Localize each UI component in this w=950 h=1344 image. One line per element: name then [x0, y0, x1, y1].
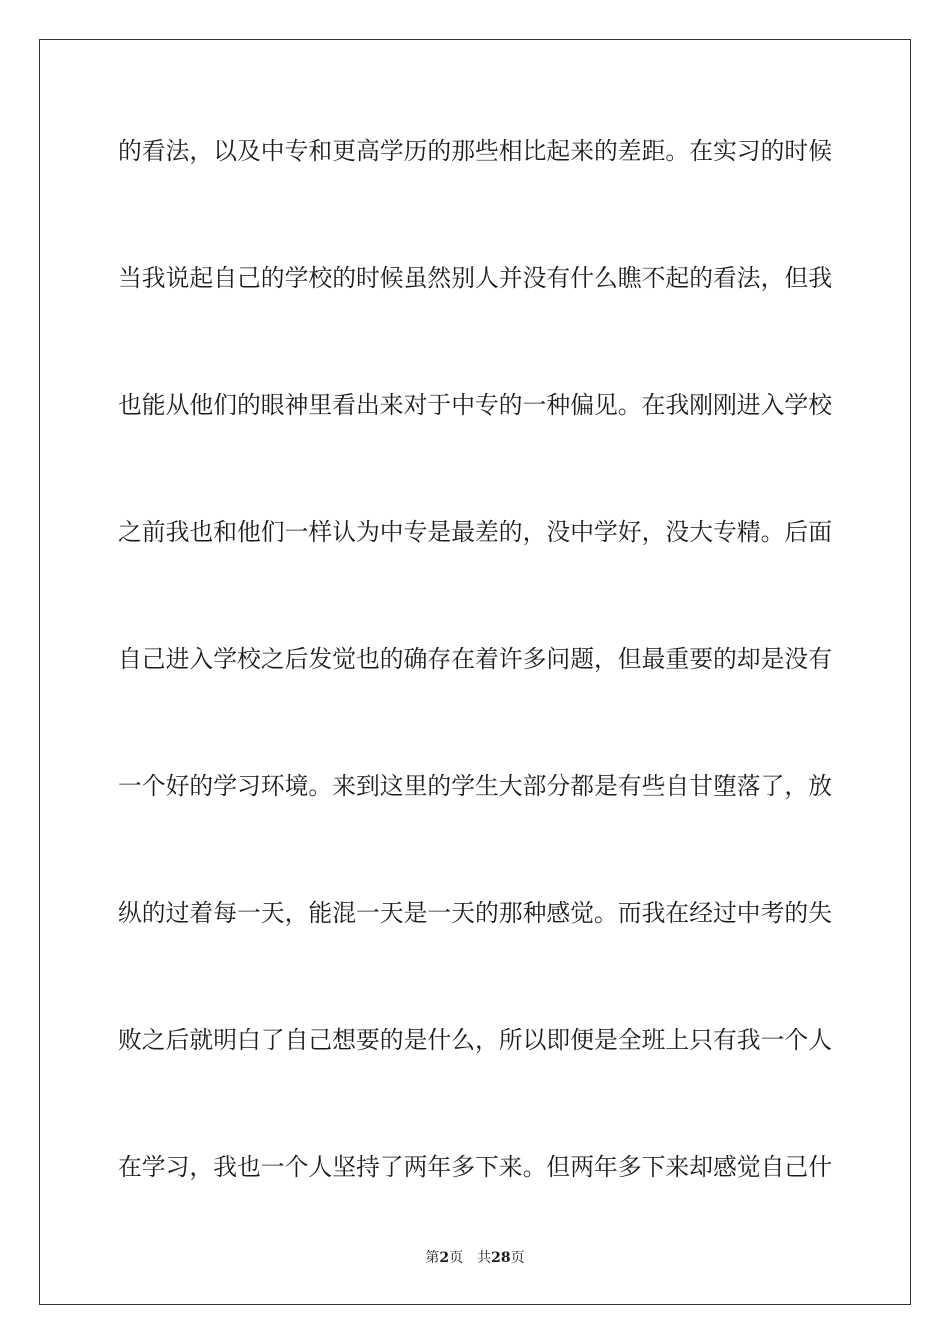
text-line-6: 一个好的学习环境。来到这里的学生大部分都是有些自甘堕落了，放	[118, 772, 832, 800]
text-line-4: 之前我也和他们一样认为中专是最差的，没中学好，没大专精。后面	[118, 518, 832, 546]
text-line-5: 自己进入学校之后发觉也的确存在着许多问题，但最重要的却是没有	[118, 645, 832, 673]
text-line-1: 的看法，以及中专和更高学历的那些相比起来的差距。在实习的时候	[118, 137, 832, 165]
current-page-number: 2	[439, 1250, 450, 1266]
text-line-3: 也能从他们的眼神里看出来对于中专的一种偏见。在我刚刚进入学校	[118, 391, 832, 419]
text-line-8: 败之后就明白了自己想要的是什么，所以即便是全班上只有我一个人	[118, 1026, 832, 1054]
page-suffix: 页	[449, 1250, 464, 1266]
total-page-count: 28	[491, 1250, 511, 1266]
text-line-7: 纵的过着每一天，能混一天是一天的那种感觉。而我在经过中考的失	[118, 899, 832, 927]
text-line-2: 当我说起自己的学校的时候虽然别人并没有什么瞧不起的看法，但我	[118, 264, 832, 292]
text-line-9: 在学习，我也一个人坚持了两年多下来。但两年多下来却感觉自己什	[118, 1153, 832, 1181]
total-prefix: 共	[477, 1250, 492, 1266]
page-prefix: 第	[425, 1250, 440, 1266]
page-footer	[0, 1247, 950, 1267]
document-body	[118, 126, 832, 1269]
total-suffix: 页	[510, 1250, 525, 1266]
